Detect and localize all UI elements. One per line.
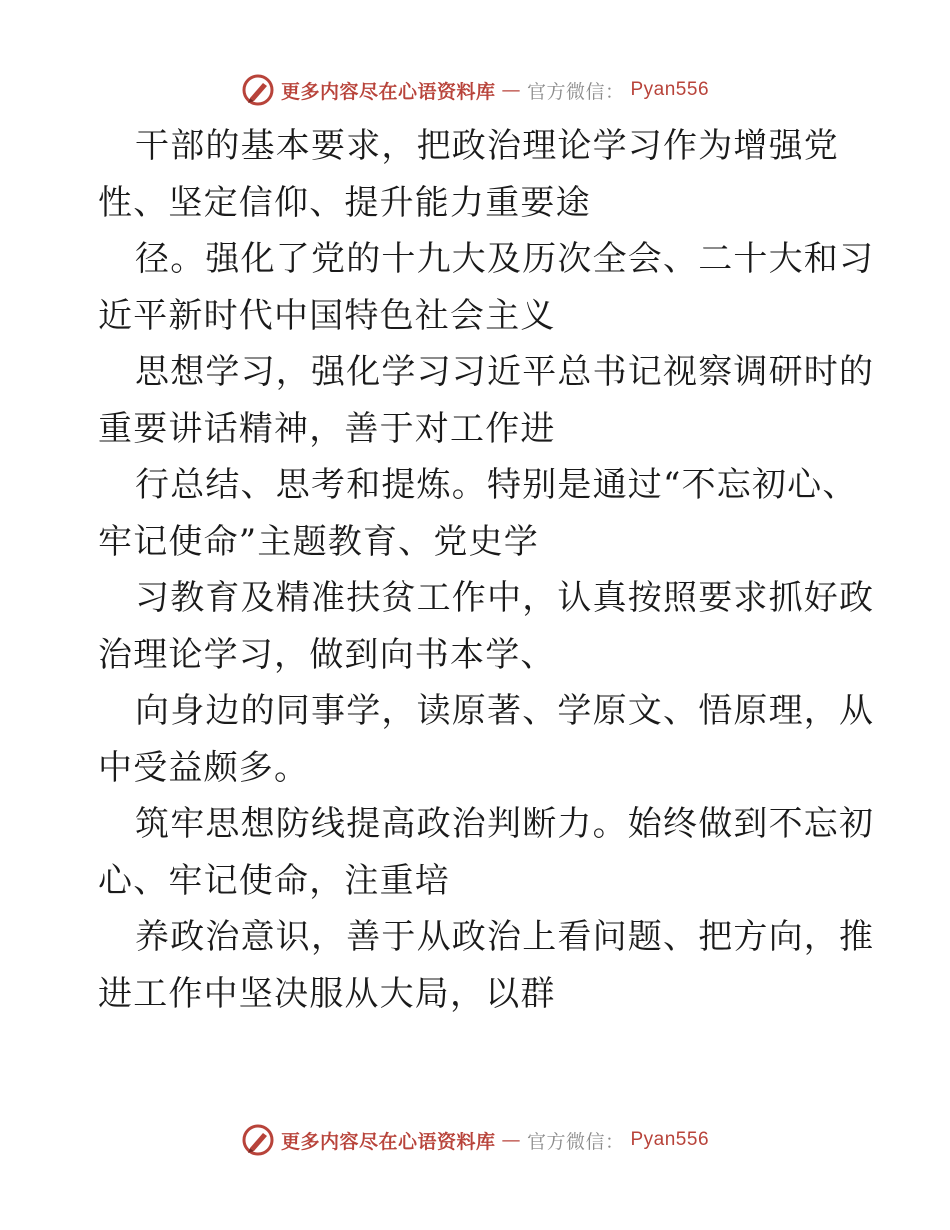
body-line: 心、牢记使命，注重培 <box>98 860 450 901</box>
banner-wechat-id: Pyan556 <box>630 79 710 100</box>
pen-logo-icon <box>241 1123 275 1157</box>
body-text <box>98 118 875 1022</box>
header-banner-content <box>241 73 709 107</box>
body-line: 牢记使命”主题教育、党史学 <box>98 521 539 562</box>
header-banner <box>0 70 950 110</box>
banner-separator: — <box>501 79 521 101</box>
body-line: 养政治意识，善于从政治上看问题、把方向，推 <box>135 917 875 957</box>
banner-wechat-label: 官方微信： <box>526 1130 625 1153</box>
banner-site-text: 更多内容尽在心语资料库 <box>280 80 496 103</box>
body-line: 行总结、思考和提炼。特别是通过“不忘初心、 <box>135 465 858 505</box>
banner-site-text: 更多内容尽在心语资料库 <box>280 1130 496 1153</box>
body-line: 思想学习，强化学习习近平总书记视察调研时的 <box>135 352 875 392</box>
body-line: 中受益颇多。 <box>98 747 310 788</box>
banner-wechat-label: 官方微信： <box>526 80 625 103</box>
body-line: 进工作中坚决服从大局，以群 <box>98 973 556 1014</box>
body-line: 向身边的同事学，读原著、学原文、悟原理，从 <box>135 691 875 731</box>
body-line: 径。强化了党的十九大及历次全会、二十大和习 <box>135 239 875 279</box>
pen-logo-icon <box>241 73 275 107</box>
body-line: 重要讲话精神，善于对工作进 <box>98 408 556 449</box>
body-line: 近平新时代中国特色社会主义 <box>98 295 556 336</box>
body-line: 筑牢思想防线提高政治判断力。始终做到不忘初 <box>135 804 875 844</box>
body-line: 性、坚定信仰、提升能力重要途 <box>98 182 591 223</box>
body-line: 干部的基本要求，把政治理论学习作为增强党 <box>135 126 839 166</box>
body-line: 习教育及精准扶贫工作中，认真按照要求抓好政 <box>135 578 875 618</box>
footer-banner-content <box>241 1123 709 1157</box>
banner-wechat-id: Pyan556 <box>630 1129 710 1150</box>
banner-separator: — <box>501 1129 521 1151</box>
body-line: 治理论学习，做到向书本学、 <box>98 634 556 675</box>
footer-banner <box>0 1120 950 1160</box>
